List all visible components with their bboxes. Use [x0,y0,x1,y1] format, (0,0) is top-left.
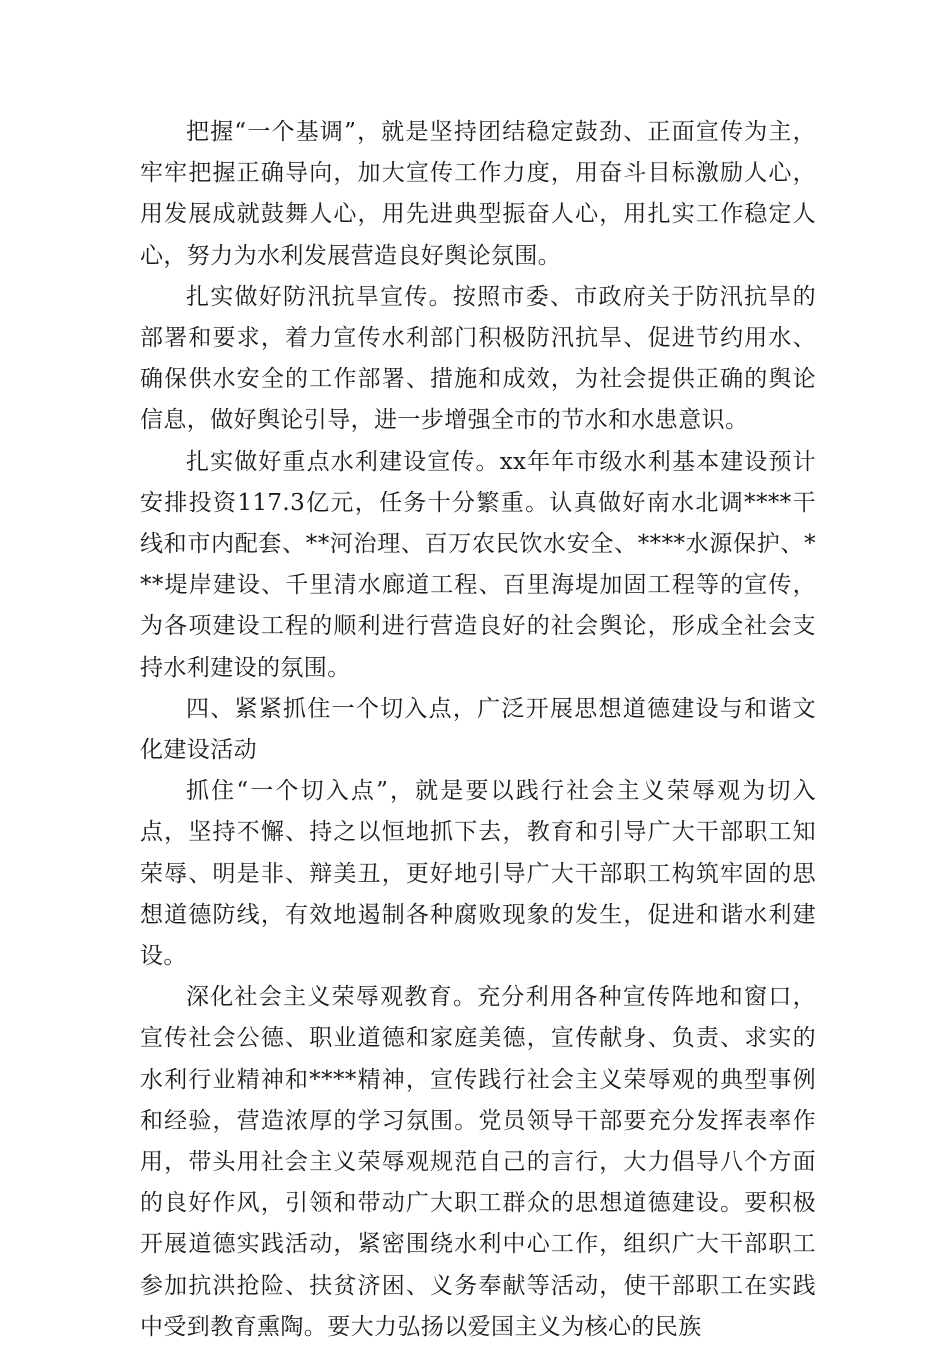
document-body [140,112,816,1348]
section-heading-four: 四、紧紧抓住一个切入点，广泛开展思想道德建设与和谐文化建设活动 [140,695,816,764]
paragraph-entry-point: 抓住“一个切入点”，就是要以践行社会主义荣辱观为切入点，坚持不懈、持之以恒地抓下去，教育和引导广大干部职工知荣辱、明是非、辩美丑，更好地引导广大干部职工构筑牢固的思想道德防线，有效地遏制各种腐败现象的发生，促进和谐水利建设。 [140,778,816,970]
paragraph-flood-drought-publicity: 扎实做好防汛抗旱宣传。按照市委、市政府关于防汛抗旱的部署和要求，着力宣传水利部门积极防汛抗旱、促进节约用水、确保供水安全的工作部署、措施和成效，为社会提供正确的舆论信息，做好舆论引导，进一步增强全市的节水和水患意识。 [140,283,816,434]
paragraph-key-water-projects: 扎实做好重点水利建设宣传。xx年年市级水利基本建设预计安排投资117.3亿元，任务十分繁重。认真做好南水北调****干线和市内配套、**河治理、百万农民饮水安全、****水源保护、***堤岸建设、千里清水廊道工程、百里海堤加固工程等的宣传，为各项建设工程的顺利进行营造良好的社会舆论，形成全社会支持水利建设的氛围。 [140,448,816,681]
paragraph-basic-tone: 把握“一个基调”，就是坚持团结稳定鼓劲、正面宣传为主，牢牢把握正确导向，加大宣传工作力度，用奋斗目标激励人心，用发展成就鼓舞人心，用先进典型振奋人心，用扎实工作稳定人心，努力为水利发展营造良好舆论氛围。 [140,119,816,269]
paragraph-honor-shame-education: 深化社会主义荣辱观教育。充分利用各种宣传阵地和窗口，宣传社会公德、职业道德和家庭美德，宣传献身、负责、求实的水利行业精神和****精神，宣传践行社会主义荣辱观的典型事例和经验，营造浓厚的学习氛围。党员领导干部要充分发挥表率作用，带头用社会主义荣辱观规范自己的言行，大力倡导八个方面的良好作风，引领和带动广大职工群众的思想道德建设。要积极开展道德实践活动，紧密围绕水利中心工作，组织广大干部职工参加抗洪抢险、扶贫济困、义务奉献等活动，使干部职工在实践中受到教育熏陶。要大力弘扬以爱国主义为核心的民族 [140,984,816,1340]
